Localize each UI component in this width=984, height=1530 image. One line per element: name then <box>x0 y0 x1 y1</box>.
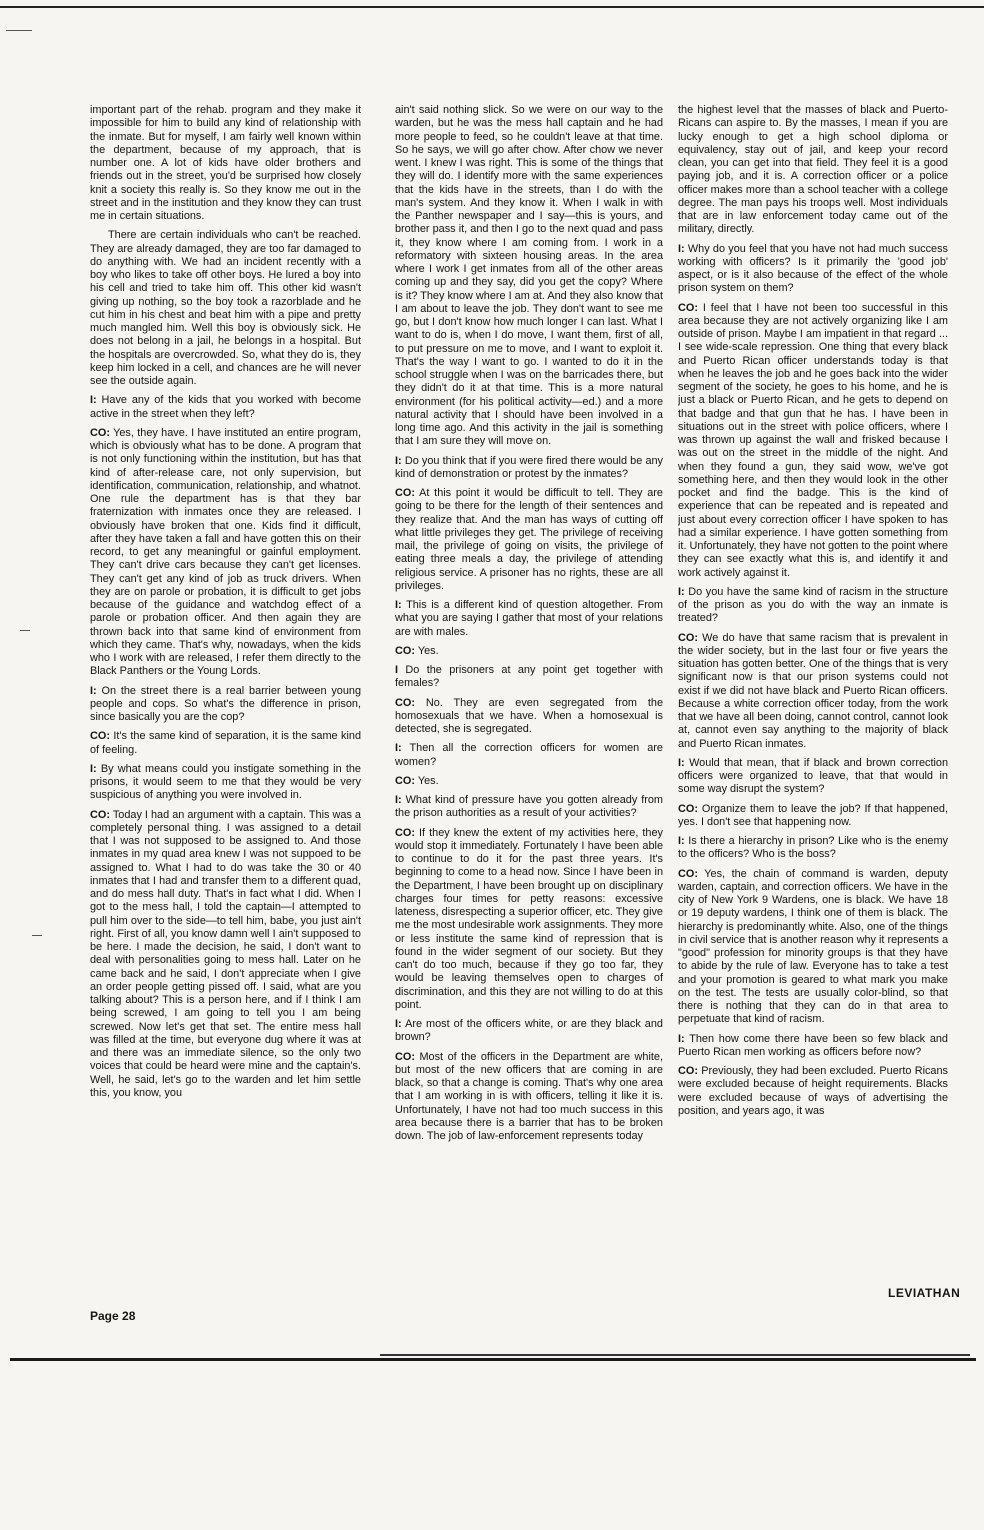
interview-exchange <box>678 803 948 830</box>
interview-exchange <box>90 394 361 421</box>
speaker-label: I: <box>90 394 97 407</box>
paragraph-text: Organize them to leave the job? If that happened, yes. I don't see that happening now. <box>678 802 948 828</box>
interview-exchange <box>395 742 663 769</box>
paragraph-text: important part of the rehab. program and they make it impossible for him to build any kind of relationship with the inmate. But for myself, I am fairly well known within the department, because of my approach, that is number one. A lot of kids have older brothers and friends out in the street, you'd be surprised how closely knit a society this really is. So they know me out in the street and in the institution and they know they can trust me in certain situations. <box>90 104 361 222</box>
speaker-label: I: <box>90 684 97 697</box>
interview-exchange <box>395 664 663 691</box>
paragraph-text: Do you have the same kind of racism in the structure of the prison as you do with the way an inmate is treated? <box>678 585 948 625</box>
speaker-label: CO: <box>395 774 415 787</box>
interview-exchange <box>678 835 948 862</box>
column-1 <box>90 104 361 1289</box>
paragraph-text: Is there a hierarchy in prison? Like who is the enemy to the officers? Who is the boss? <box>678 835 948 861</box>
bottom-rule <box>10 1358 976 1361</box>
paragraph-text: This is a different kind of question altogether. From what you are saying I gather that most of your relations are with males. <box>395 599 663 638</box>
paragraph-text: At this point it would be difficult to tell. They are going to be there for the length of their sentences and they realize that. And the man has ways of cutting off what little privileges they get. The privilege of receiving mail, the privilege of going on visits, the privilege of eating three meals a day, the privilege of attending religious service. A prisoner has no rights, these are all privileges. <box>395 487 663 592</box>
interview-exchange <box>395 827 663 1013</box>
interview-exchange <box>90 427 361 679</box>
speaker-label: CO: <box>395 826 415 839</box>
speaker-label: I: <box>90 762 97 775</box>
interview-exchange <box>90 685 361 725</box>
speaker-label: I: <box>678 242 685 255</box>
margin-mark <box>32 935 42 936</box>
paragraph-text: Why do you feel that you have not had much success working with officers? Is it primarily the 'good job' aspect, or is it also because of the effect of the whole prison system on them? <box>678 242 948 295</box>
speaker-label: I: <box>678 585 685 598</box>
speaker-label: CO: <box>395 644 415 657</box>
interview-exchange <box>678 243 948 296</box>
speaker-label: CO: <box>395 487 415 499</box>
page-number: Page 28 <box>90 1309 136 1323</box>
margin-mark <box>20 630 30 631</box>
interview-exchange <box>395 487 663 593</box>
paragraph-text: Do the prisoners at any point get together with females? <box>395 664 663 690</box>
column-3 <box>678 104 948 1289</box>
speaker-label: CO: <box>395 1050 415 1063</box>
speaker-label: CO: <box>678 631 698 644</box>
speaker-label: CO: <box>678 301 698 314</box>
interview-exchange <box>90 809 361 1101</box>
paragraph-text: It's the same kind of separation, it is the same kind of feeling. <box>90 730 361 756</box>
paragraph-text: Most of the officers in the Department are white, but most of the new officers that are coming in are black, so that a change is coming. That's why one area that I am working in is with officers, telling it like it is. Unfortunately, I have not had too much success in this area because there is a barrier that has to be broken down. The job of law-enforcement represents today <box>395 1050 663 1142</box>
bottom-rule-upper <box>380 1354 970 1356</box>
speaker-label: I: <box>678 835 685 847</box>
speaker-label: I <box>395 664 399 676</box>
paragraph <box>90 104 361 223</box>
paragraph-text: What kind of pressure have you gotten already from the prison authorities as a result of your activities? <box>395 794 663 820</box>
paragraph-text: If they knew the extent of my activities here, they would stop it immediately. Fortunately I have been able to continue to do it for the past three years. It's beginning to come to a head now. Since I have been in the Department, I have been brought up on disciplinary charges four times for petty reasons: excessive lateness, disrespecting a superior officer, etc. They give me the most undesirable work assignments. They more or less institute the same kind of repression that is found in the wider segment of our society. But they can't do too much, because if they go too far, they would be leaving themselves open to charges of discrimination, and this they are not willing to do at this point. <box>395 826 663 1011</box>
corner-mark <box>6 30 32 31</box>
interview-exchange <box>395 697 663 737</box>
paragraph-text: ain't said nothing slick. So we were on our way to the warden, but he was the mess hall captain and he had more people to feed, so he couldn't leave at that time. So he says, we will go after chow. After chow we never went. I knew I was right. This is some of the things that they will do. I identify more with the same experiences that the kids have in the streets, than I do with the man's system. And they know it. When I walk in with the Panther newspaper and I say—this is yours, and brother pass it, and then I go to the next quad and pass it, they know where I am coming from. I work in a reformatory with sixteen housing areas. In the area where I work I get inmates from all of the other areas coming up and they say, did you get the copy? Where is it? They know where I am at. And they also know that I am about to leave the job. They don't want to see me go, but I don't know how much longer I can last. What I want to do is, when I do move, I want them, first of all, to put pressure on me to move, and I want to exploit it. That's the way I want to go. I wanted to do it in the school struggle when I was on the barricades there, but they didn't do it at that time. This is a more natural environment (for his political activity—ed.) and a more natural activity that I should have been involved in a long time ago. And this activity in the jail is something that I am sure they will move on. <box>395 104 663 448</box>
speaker-label: I: <box>678 756 685 769</box>
speaker-label: I: <box>395 794 402 806</box>
paragraph-text: Do you think that if you were fired there would be any kind of demonstration or protest by the inmates? <box>395 454 663 480</box>
paragraph <box>678 104 948 237</box>
paragraph-text: Today I had an argument with a captain. This was a completely personal thing. I was assigned to a detail that I was not supposed to be assigned to. And those inmates in my quad area knew I was not suppoed to be assigned to. What I had to do was take the 30 or 40 inmates that I had and transfer them to a different quad, and do mess hall duty. That's in fact what I did. When I got to the mess hall, I told the captain—I attempted to pull him over to the side—to tell him, babe, you just ain't right. First of all, you know damn well I ain't supposed to be here. I made the decision, he said, I don't want to deal with personalities going to mess hall. Later on he came back and he said, I don't appreciate when I give an order people getting pissed off. I said, what are you talking about? This is a person here, and if I think I am being screwed, I am going to tell you I am being screwed. Now let's get that set. The entire mess hall was filled at the time, but everyone dug where it was at and there was an immediate silence, so the only two voices that could be heard were mine and the captain's. Well, he said, let's go to the warden and let him settle this, you know, you <box>90 808 361 1099</box>
paragraph-text: Yes. <box>417 774 439 787</box>
publication-name: LEVIATHAN <box>888 1286 961 1300</box>
speaker-label: CO: <box>678 867 698 880</box>
interview-exchange <box>395 599 663 639</box>
interview-exchange <box>395 455 663 482</box>
paragraph-text: the highest level that the masses of black and Puerto-Ricans can aspire to. By the masses, I mean if you are lucky enough to get a high school diploma or equivalency, stay out of jail, and keep your record clean, you can get into that field. They feel it is a good paying job, and it is. A correction officer or a police officer makes more than a school teacher with a college degree. The man pays his troops well. Most individuals that are in law enforcement today came out of the military, directly. <box>678 104 948 236</box>
paragraph <box>90 229 361 388</box>
top-rule <box>0 6 984 8</box>
speaker-label: I: <box>678 1032 685 1045</box>
interview-exchange <box>395 794 663 821</box>
interview-exchange <box>678 757 948 797</box>
interview-exchange <box>678 1065 948 1118</box>
paragraph-text: Then all the correction officers for women are women? <box>395 742 663 768</box>
interview-exchange <box>678 302 948 580</box>
paragraph-text: Yes. <box>417 644 439 657</box>
column-2 <box>395 104 663 1289</box>
speaker-label: I: <box>395 454 402 467</box>
interview-exchange <box>395 645 663 658</box>
speaker-label: CO: <box>678 802 698 815</box>
paragraph <box>395 104 663 449</box>
interview-exchange <box>678 1033 948 1060</box>
paragraph-text: Yes, the chain of command is warden, deputy warden, captain, and correction officers. We have in the city of New York 9 Wardens, one is black. We have 18 or 19 deputy wardens, I think one of them is black. The hierarchy is predominantly white. Also, one of the things in civil service that is another reason why it represents a "good" profession for minority groups is that they have to abide by the rule of law. Everyone has to take a test and your promotion is geared to what mark you make on the test. The tests are usually color-blind, so that there is nothing that they can do in that area to perpetuate that kind of racism. <box>678 867 948 1026</box>
interview-exchange <box>395 775 663 788</box>
speaker-label: CO: <box>395 696 415 709</box>
interview-exchange <box>90 730 361 757</box>
paragraph-text: Have any of the kids that you worked with become active in the street when they left? <box>90 394 361 420</box>
interview-exchange <box>678 868 948 1027</box>
interview-exchange <box>90 763 361 803</box>
speaker-label: CO: <box>90 426 110 439</box>
paragraph-text: There are certain individuals who can't be reached. They are already damaged, they are too far damaged to do anything with. We had an incident recently with a boy who likes to take off other boys. He lured a boy into his cell and tried to take him off. This other kid wasn't giving up nothing, so the boy took a razorblade and he cut him in his chest and beat him with a pipe and pretty much mangled him. Well this boy is obviously sick. He does not belong in a jail, he belongs in a hospital. But the hospitals are overcrowded. So, what they do is, they keep him locked in a cell, and chances are he will never see the outside again. <box>90 229 361 387</box>
speaker-label: CO: <box>678 1065 698 1077</box>
paragraph-text: Would that mean, that if black and brown correction officers were organized to leave, that that would in some way disrupt the system? <box>678 756 948 796</box>
paragraph-text: I feel that I have not been too successful in this area because they are not actively organizing like I am outside of prison. Maybe I am impatient in that regard ... I see wide-scale repression. One thing that every black and Puerto Rican officer understands today is that when he leaves the job and he goes back into the wider segment of the society, he goes to his home, and he is just a black or Puerto Rican, and he gets to depend on that badge and that gun that he has. I have been in situations out in the street with police officers, where I was thrown up against the wall and frisked because I was out on the street in the middle of the night. And when they found a gun, they said wow, we've got something here, and then they would look in the other pocket and find the badge. This is the kind of experience that can be repeated and is repeated and just about every correction officer I have spoken to has had a similar experience. I have gotten something from it. Unfortunately, they have not gotten to the point where they can see exactly what this is, and identify it and work actively against it. <box>678 301 948 579</box>
speaker-label: CO: <box>90 808 110 821</box>
paragraph-text: Are most of the officers white, or are they black and brown? <box>395 1018 663 1044</box>
speaker-label: CO: <box>90 730 110 743</box>
interview-exchange <box>678 586 948 626</box>
speaker-label: I: <box>395 1018 402 1030</box>
paragraph-text: By what means could you instigate something in the prisons, it would seem to me that they would be very suspicious of anything you were involved in. <box>90 762 361 802</box>
paragraph-text: We do have that same racism that is prevalent in the wider society, but in the last four or five years the situation has gotten better. One of the things that is very significant now is that our prison systems could not exist if we did not have black and Puerto Rican officers. Because a white correction officer today, from the work that we have all been doing, cannot control, cannot look at, cannot even say anything to the majority of black and Puerto Rican inmates. <box>678 631 948 750</box>
paragraph-text: Then how come there have been so few black and Puerto Rican men working as officers before now? <box>678 1032 948 1058</box>
speaker-label: I: <box>395 742 402 755</box>
speaker-label: I: <box>395 599 402 611</box>
interview-exchange <box>395 1018 663 1045</box>
paragraph-text: No. They are even segregated from the homosexuals that we have. When a homosexual is detected, she is segregated. <box>395 696 663 735</box>
paragraph-text: Yes, they have. I have instituted an entire program, which is obviously what has to be done. A program that is not only functioning within the institution, but has that kind of after-release care, not only supervision, but identification, communication, relationship, and whatnot. One rule the department has is that they bar fraternization with inmates once they are released. I obviously have broken that one. Kids find it difficult, after they have taken a fall and have gotten this on their record, to get any meaningful or gainful employment. They can't drive cars because they can't get licenses. They can't get any kind of job as truck drivers. When they are on parole or probation, it is difficult to get jobs because of the guidance and watchdog effect of a parole or probation officer. And then again they are thrown back into that same kind of environment from which they came. That's why, nowadays, when the kids who I work with are released, I refer them directly to the Black Panthers or the Young Lords. <box>90 426 361 678</box>
paragraph-text: Previously, they had been excluded. Puerto Ricans were excluded because of height requirements. Blacks were excluded because of ways of advertising the position, and years ago, it was <box>678 1065 948 1117</box>
interview-exchange <box>678 632 948 751</box>
paragraph-text: On the street there is a real barrier between young people and cops. So what's the difference in prison, since basically you are the cop? <box>90 684 361 723</box>
interview-exchange <box>395 1051 663 1144</box>
